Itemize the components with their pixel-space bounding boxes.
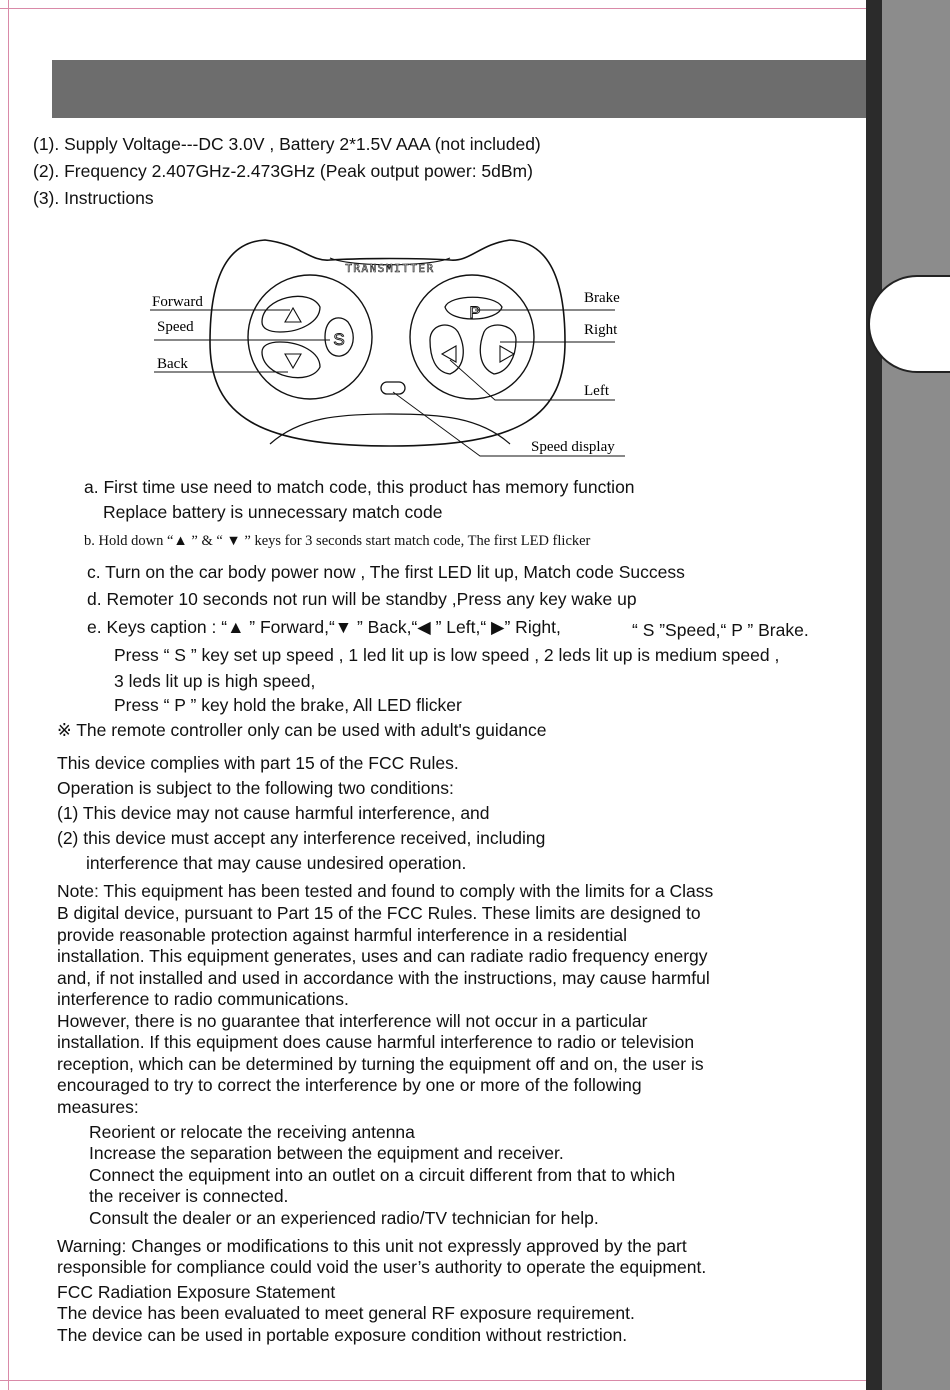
fcc-note-line: and, if not installed and used in accordance with the instructions, may cause harmful: [57, 968, 710, 988]
fcc-line: This device complies with part 15 of the FCC Rules.: [57, 753, 459, 773]
transmitter-brand: TRANSMITTER: [345, 262, 435, 275]
fcc-note-line: B digital device, pursuant to Part 15 of the FCC Rules. These limits are designed to: [57, 903, 701, 923]
fcc-warning-line: The device has been evaluated to meet general RF exposure requirement.: [57, 1303, 635, 1323]
instruction-c: c. Turn on the car body power now , The first LED lit up, Match code Success: [87, 562, 685, 582]
fcc-note-line: measures:: [57, 1097, 139, 1117]
instruction-b: b. Hold down “▲ ” & “ ▼ ” keys for 3 seconds start match code, The first LED flicker: [84, 533, 591, 549]
instruction-e3: Press “ S ” key set up speed , 1 led lit up is low speed , 2 leds lit up is medium speed ,: [114, 645, 780, 665]
spec-voltage: (1). Supply Voltage---DC 3.0V , Battery 2*1.5V AAA (not included): [33, 134, 541, 154]
instruction-a1: a. First time use need to match code, this product has memory function: [84, 477, 635, 497]
fcc-measure: Increase the separation between the equipment and receiver.: [89, 1143, 564, 1163]
fcc-measure: Connect the equipment into an outlet on a circuit different from that to which: [89, 1165, 676, 1185]
fcc-note-line: However, there is no guarantee that interference will not occur in a particular: [57, 1011, 648, 1031]
header-band: [52, 60, 866, 118]
label-right: Right: [584, 322, 618, 338]
label-speed: Speed: [157, 319, 194, 335]
label-back: Back: [157, 356, 188, 372]
fcc-line-indent: interference that may cause undesired operation.: [86, 853, 467, 873]
fcc-note-line: installation. This equipment generates, uses and can radiate radio frequency energy: [57, 946, 708, 966]
instruction-a2: Replace battery is unnecessary match code: [103, 502, 443, 522]
label-left: Left: [584, 383, 609, 399]
fcc-note-line: encouraged to try to correct the interference by one or more of the following: [57, 1075, 642, 1095]
fcc-line: (2) this device must accept any interference received, including: [57, 828, 546, 848]
fcc-note-line: installation. If this equipment does cause harmful interference to radio or television: [57, 1032, 695, 1052]
fcc-measure: Consult the dealer or an experienced radio/TV technician for help.: [89, 1208, 599, 1228]
caution-note: ※ The remote controller only can be used with adult's guidance: [57, 720, 547, 740]
instruction-e1: e. Keys caption : “▲ ” Forward,“▼ ” Back,“◀ ” Left,“ ▶” Right,: [87, 617, 561, 637]
label-brake: Brake: [584, 290, 620, 306]
fcc-rf-heading: FCC Radiation Exposure Statement: [57, 1282, 336, 1302]
speed-key-label: S: [333, 330, 345, 349]
fcc-note-line: provide reasonable protection against harmful interference in a residential: [57, 925, 628, 945]
fcc-line: Operation is subject to the following two conditions:: [57, 778, 454, 798]
fcc-note-line: interference to radio communications.: [57, 989, 349, 1009]
fcc-measure: Reorient or relocate the receiving antenna: [89, 1122, 415, 1142]
transmitter-diagram: [150, 232, 640, 464]
fcc-measure: the receiver is connected.: [89, 1186, 289, 1206]
page-frame-bottom: [0, 1380, 866, 1381]
label-speed-display: Speed display: [531, 439, 615, 455]
spec-frequency: (2). Frequency 2.407GHz-2.473GHz (Peak output power: 5dBm): [33, 161, 533, 181]
instruction-e5: Press “ P ” key hold the brake, All LED flicker: [114, 695, 462, 715]
fcc-note-line: Note: This equipment has been tested and found to comply with the limits for a Class: [57, 881, 714, 901]
fcc-warning-line: The device can be used in portable exposure condition without restriction.: [57, 1325, 628, 1345]
page-frame-top: [0, 8, 866, 9]
brake-key-label: P: [469, 303, 481, 322]
instruction-e4: 3 leds lit up is high speed,: [114, 671, 316, 691]
label-forward: Forward: [152, 294, 203, 310]
instruction-d: d. Remoter 10 seconds not run will be standby ,Press any key wake up: [87, 589, 637, 609]
side-bar: [866, 0, 950, 1390]
spec-instructions-heading: (3). Instructions: [33, 188, 154, 208]
fcc-line: (1) This device may not cause harmful interference, and: [57, 803, 490, 823]
page-frame-left: [8, 0, 9, 1390]
fcc-warning-line: responsible for compliance could void the user’s authority to operate the equipment.: [57, 1257, 707, 1277]
fcc-note-line: reception, which can be determined by turning the equipment off and on, the user is: [57, 1054, 704, 1074]
instruction-e2: “ S ”Speed,“ P ” Brake.: [632, 620, 809, 640]
fcc-warning-line: Warning: Changes or modifications to this unit not expressly approved by the part: [57, 1236, 687, 1256]
